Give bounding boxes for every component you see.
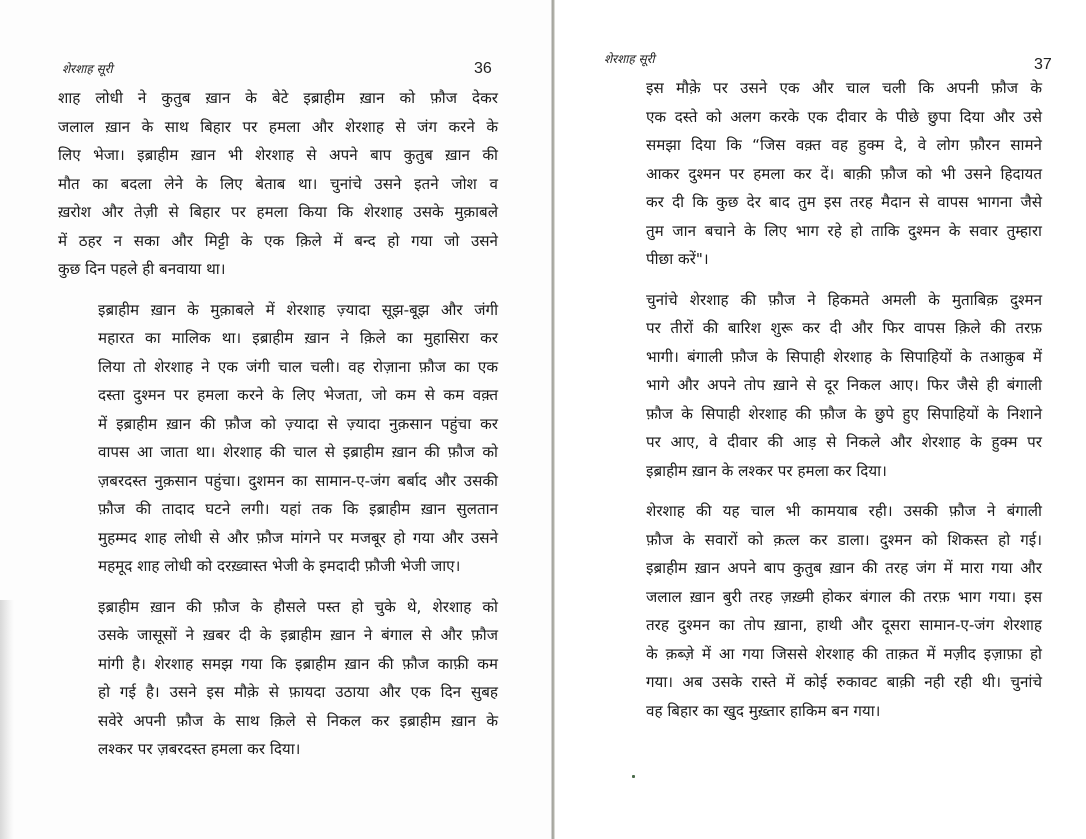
text-line: शेरशाह की यह चाल भी कामयाब रही। उसकी फ़ौज ने बंगाली — [646, 502, 1042, 520]
text-line: पर तीरों की बारिश शुरू कर दी और फिर वापस क़िले की तरफ़ — [646, 319, 1042, 337]
text-line: पीछा करें"। — [646, 250, 709, 268]
text-line: शाह लोधी ने कुतुब ख़ान के बेटे इब्राहीम ख़ान को फ़ौज देकर — [58, 89, 498, 107]
text-line: मौत का बदला लेने के लिए बेताब था। चुनांचे उसने इतने जोश व — [58, 174, 498, 193]
page-body-text — [606, 74, 1042, 737]
paragraph — [58, 593, 498, 764]
text-line: महमूद शाह लोधी को दरख़्वास्त भेजी के इमदादी फ़ौजी भेजी जाए। — [98, 557, 461, 575]
page-edge-shadow — [0, 600, 14, 839]
text-line: वह बिहार का खुद मुख़्तार हाकिम बन गया। — [646, 701, 881, 720]
text-line: इब्राहीम ख़ान अपने बाप कुतुब ख़ान की तरह जंग में मारा गया और — [646, 559, 1042, 577]
book-spine-gutter — [551, 0, 555, 839]
page-number: 36 — [474, 60, 492, 77]
text-line: चुनांचे शेरशाह की फ़ौज ने हिकमते अमली के मुताबिक़ दुश्मन — [646, 290, 1042, 309]
paragraph — [58, 296, 498, 581]
text-line: हो गई है। उसने इस मौक़े से फ़ायदा उठाया और एक दिन सुबह — [98, 683, 498, 701]
page-body-text — [58, 84, 498, 776]
text-line: समझा दिया कि “जिस वक़्त वह हुक्म दे, वे लोग फ़ौरन सामने — [646, 136, 1042, 154]
text-line: इब्राहीम ख़ान के मुक़ाबले में शेरशाह ज़्यादा सूझ-बूझ और जंगी — [98, 300, 498, 319]
text-line: में इब्राहीम ख़ान की फ़ौज को ज़्यादा से ज़्यादा नुक़सान पहुंचा कर — [98, 414, 498, 433]
text-line: में ठहर न सका और मिट्टी के एक क़िले में बन्द हो गया जो उसने — [58, 231, 498, 250]
paragraph — [606, 497, 1042, 725]
text-line: दस्ता दुश्मन पर हमला करने के लिए भेजता, जो कम से कम वक़्त — [98, 386, 498, 404]
page-number: 37 — [1034, 56, 1052, 73]
text-line: इब्राहीम ख़ान के लश्कर पर हमला कर दिया। — [646, 461, 887, 480]
text-line: तुम जान बचाने के लिए भाग रहे हो ताकि दुश्मन के सवार तुम्हारा — [646, 221, 1042, 240]
running-head: शेरशाह सूरी — [604, 52, 655, 66]
text-line: जलाल ख़ान बुरी तरह ज़ख़्मी होकर बंगाल की तरफ़ भाग गया। इस — [646, 587, 1042, 606]
paragraph — [606, 74, 1042, 274]
text-line: इस मौक़े पर उसने एक और चाल चली कि अपनी फ़ौज के — [646, 79, 1042, 97]
text-line: ख़रोश और तेज़ी से बिहार पर हमला किया कि शेरशाह उसके मुक़ाबले — [58, 203, 498, 221]
right-page — [552, 0, 1086, 839]
text-line: फ़ौज के सिपाही शेरशाह की फ़ौज के छुपे हुए सिपाहियों के निशाने — [646, 404, 1042, 423]
text-line: आकर दुश्मन पर हमला कर दें। बाक़ी फ़ौज को भी उसने हिदायत — [646, 164, 1042, 183]
text-line: फ़ौज के सवारों को क़त्ल कर डाला। दुश्मन को शिकस्त हो गई। — [646, 530, 1042, 549]
text-line: भागी। बंगाली फ़ौज के सिपाही शेरशाह के सिपाहियों के तआक़ुब में — [646, 347, 1042, 366]
text-line: लिए भेजा। इब्राहीम ख़ान भी शेरशाह से अपने बाप कुतुब ख़ान की — [58, 146, 498, 164]
paragraph — [58, 84, 498, 284]
text-line: तरह दुश्मन का तोप ख़ाना, हाथी और दूसरा सामान-ए-जंग शेरशाह — [646, 616, 1042, 634]
text-line: जलाल ख़ान के साथ बिहार पर हमला और शेरशाह से जंग करने के — [58, 117, 498, 136]
text-line: लश्कर पर ज़बरदस्त हमला कर दिया। — [98, 740, 301, 758]
text-line: ज़बरदस्त नुक़सान पहुंचा। दुशमन का सामान-ए-जंग बर्बाद और उसकी — [98, 471, 498, 490]
text-line: फ़ौज की तादाद घटने लगी। यहां तक कि इब्राहीम ख़ान सुलतान — [98, 500, 498, 518]
text-line: लिया तो शेरशाह ने एक जंगी चाल चली। वह रोज़ाना फ़ौज का एक — [98, 357, 498, 376]
text-line: गया। अब उसके रास्ते में कोई रुकावट बाक़ी नही रही थी। चुनांचे — [646, 673, 1042, 691]
paragraph — [606, 286, 1042, 486]
scan-speck — [632, 775, 635, 778]
text-line: कर दी कि कुछ देर बाद तुम इस तरह मैदान से वापस भागना जैसे — [646, 193, 1042, 211]
text-line: के क़ब्ज़े में आ गया जिससे शेरशाह की ताक़त में मज़ीद इज़ाफ़ा हो — [646, 644, 1042, 663]
text-line: पर आए, वे दीवार की आड़ से निकले और शेरशाह के हुक्म पर — [646, 433, 1042, 451]
text-line: कुछ दिन पहले ही बनवाया था। — [58, 260, 226, 278]
text-line: सवेरे अपनी फ़ौज के साथ क़िले से निकल कर इब्राहीम ख़ान के — [98, 711, 498, 730]
text-line: एक दस्ते को अलग करके एक दीवार के पीछे छुपा दिया और उसे — [646, 107, 1042, 126]
text-line: इब्राहीम ख़ान की फ़ौज के हौसले पस्त हो चुके थे, शेरशाह को — [98, 597, 498, 616]
text-line: महारत का मालिक था। इब्राहीम ख़ान ने क़िले का मुहासिरा कर — [98, 329, 498, 347]
text-line: भागे और अपने तोप ख़ाने से दूर निकल आए। फिर जैसे ही बंगाली — [646, 376, 1042, 394]
text-line: मुहम्मद शाह लोधी से और फ़ौज मांगने पर मजबूर हो गया और उसने — [98, 528, 498, 547]
text-line: मांगी है। शेरशाह समझ गया कि इब्राहीम ख़ान की फ़ौज काफ़ी कम — [98, 654, 498, 673]
text-line: वापस आ जाता था। शेरशाह की चाल से इब्राहीम ख़ान की फ़ौज को — [98, 443, 498, 461]
text-line: उसके जासूसों ने ख़बर दी के इब्राहीम ख़ान ने बंगाल से और फ़ौज — [98, 626, 498, 644]
running-head: शेरशाह सूरी — [62, 62, 113, 76]
